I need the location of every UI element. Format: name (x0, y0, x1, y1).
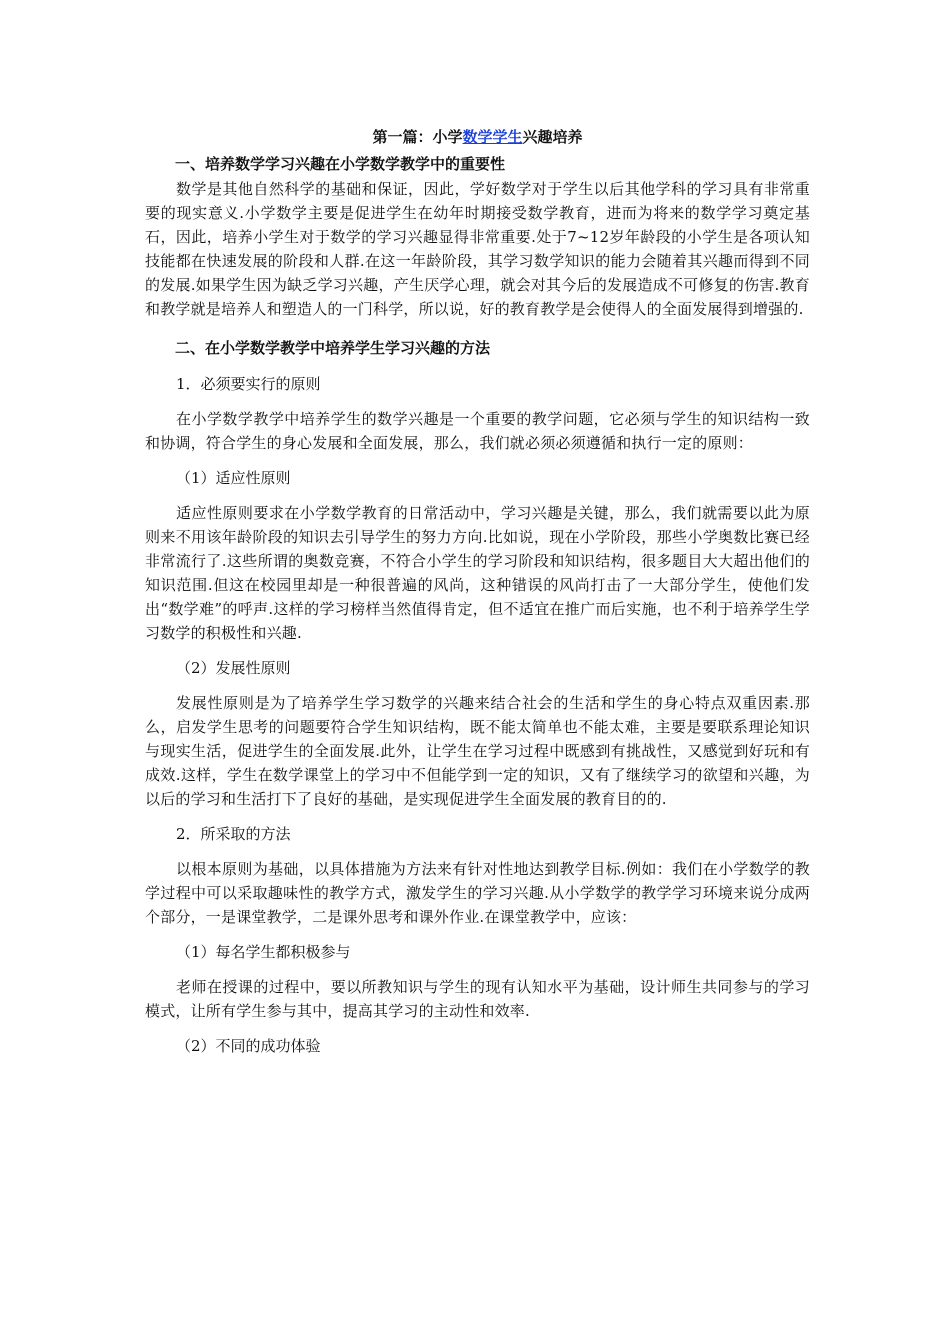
paragraph-importance: 数学是其他自然科学的基础和保证，因此，学好数学对于学生以后其他学科的学习具有非常重要的现实意义.小学数学主要是促进学生在幼年时期接受数学教育，进而为将来的数学学习奠定基石，因此，培养小学生对于数学的学习兴趣显得非常重要.处于7~12岁年龄段的小学生是各项认知技能都在快速发展的阶段和人群.在这一年龄阶段，其学习数学知识的能力会随着其兴趣而得到不同的发展.如果学生因为缺乏学习兴趣，产生厌学心理，就会对其今后的发展造成不可修复的伤害.教育和教学就是培养人和塑造人的一门科学，所以说，好的教育教学是会使得人的全面发展得到增强的. (145, 180, 810, 318)
paragraph-methods-adopted: 以根本原则为基础，以具体措施为方法来有针对性地达到教学目标.例如：我们在小学数学的教学过程中可以采取趣味性的教学方式，激发学生的学习兴趣.从小学数学的教学学习环境来说分成两个部分，一是课堂教学，二是课外思考和课外作业.在课堂教学中，应该： (145, 860, 810, 926)
subheading-development: （2）发展性原则 (176, 659, 291, 677)
document-body (145, 123, 810, 1058)
paragraph-development: 发展性原则是为了培养学生学习数学的兴趣来结合社会的生活和学生的身心特点双重因素.那么，启发学生思考的问题要符合学生知识结构，既不能太简单也不能太难，主要是要联系理论知识与现实生活，促进学生的全面发展.此外，让学生在学习过程中既感到有挑战性，又感觉到好玩和有成效.这样，学生在数学课堂上的学习中不但能学到一定的知识，又有了继续学习的欲望和兴趣，为以后的学习和生活打下了良好的基础，是实现促进学生全面发展的教育目的的. (145, 694, 810, 808)
section-heading-importance: 一、培养数学学习兴趣在小学数学教学中的重要性 (175, 155, 506, 173)
paragraph-adaptability: 适应性原则要求在小学数学教育的日常活动中，学习兴趣是关键，那么，我们就需要以此为原则来不用该年龄阶段的知识去引导学生的努力方向.比如说，现在小学阶段，那些小学奥数比赛已经非常流行了.这些所谓的奥数竞赛，不符合小学生的学习阶段和知识结构，很多题目大大超出他们的知识范围.但这在校园里却是一种很普遍的风尚，这种错误的风尚打击了一大部分学生，使他们发出“数学难”的呼声.这样的学习榜样当然值得肯定，但不适宜在推广而后实施，也不利于培养学生学习数学的积极性和兴趣. (145, 504, 810, 642)
title-prefix: 第一篇：小学 (372, 128, 463, 146)
title-suffix: 兴趣培养 (522, 128, 583, 146)
document-title (145, 123, 810, 151)
title-link[interactable]: 数学学生 (462, 128, 523, 146)
paragraph-participation: 老师在授课的过程中，要以所教知识与学生的现有认知水平为基础，设计师生共同参与的学习模式，让所有学生参与其中，提高其学习的主动性和效率. (145, 978, 810, 1020)
paragraph-principles-intro: 在小学数学教学中培养学生的数学兴趣是一个重要的教学问题，它必须与学生的知识结构一致和协调，符合学生的身心发展和全面发展，那么，我们就必须必须遵循和执行一定的原则： (145, 410, 810, 452)
subheading-principles: 1．必须要实行的原则 (176, 375, 321, 393)
subheading-methods-adopted: 2．所采取的方法 (176, 825, 291, 843)
section-heading-methods: 二、在小学数学教学中培养学生学习兴趣的方法 (175, 339, 491, 357)
subheading-success-experience: （2）不同的成功体验 (176, 1037, 321, 1055)
subheading-adaptability: （1）适应性原则 (176, 469, 291, 487)
subheading-participation: （1）每名学生都积极参与 (176, 943, 351, 961)
